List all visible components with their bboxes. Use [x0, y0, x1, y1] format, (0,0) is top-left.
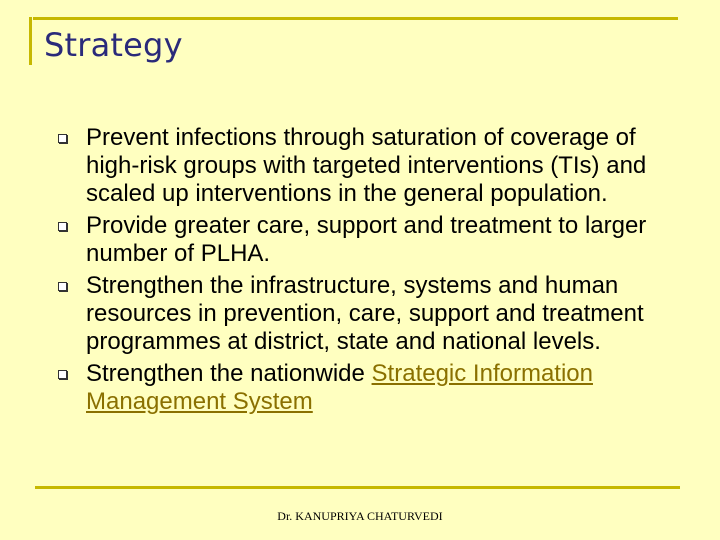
footer-author: Dr. KANUPRIYA CHATURVEDI — [277, 509, 443, 523]
left-rule — [29, 17, 32, 65]
hollow-square-bullet-icon — [58, 134, 67, 143]
bottom-rule — [35, 486, 680, 489]
bullet-text: Strengthen the infrastructure, systems and human resources in prevention, care, support and treatment programmes at district, state and national levels. — [86, 272, 644, 355]
strategic-information-link[interactable]: Strategic Information Management System — [86, 360, 593, 415]
bullet-item — [58, 124, 683, 208]
hollow-square-bullet-icon — [58, 222, 67, 231]
slide-title: Strategy — [44, 26, 183, 64]
bullet-item — [58, 360, 683, 416]
top-rule — [33, 17, 678, 20]
bullet-list — [58, 124, 683, 420]
bullet-text: Provide greater care, support and treatment to larger number of PLHA. — [86, 212, 647, 267]
hollow-square-bullet-icon — [58, 282, 67, 291]
bullet-text: Prevent infections through saturation of coverage of high-risk groups with targeted interventions (TIs) and scaled up interventions in the general population. — [86, 124, 647, 207]
hollow-square-bullet-icon — [58, 370, 67, 379]
bullet-item — [58, 272, 683, 356]
bullet-item — [58, 212, 683, 268]
bullet-text: Strengthen the nationwide — [86, 360, 372, 387]
